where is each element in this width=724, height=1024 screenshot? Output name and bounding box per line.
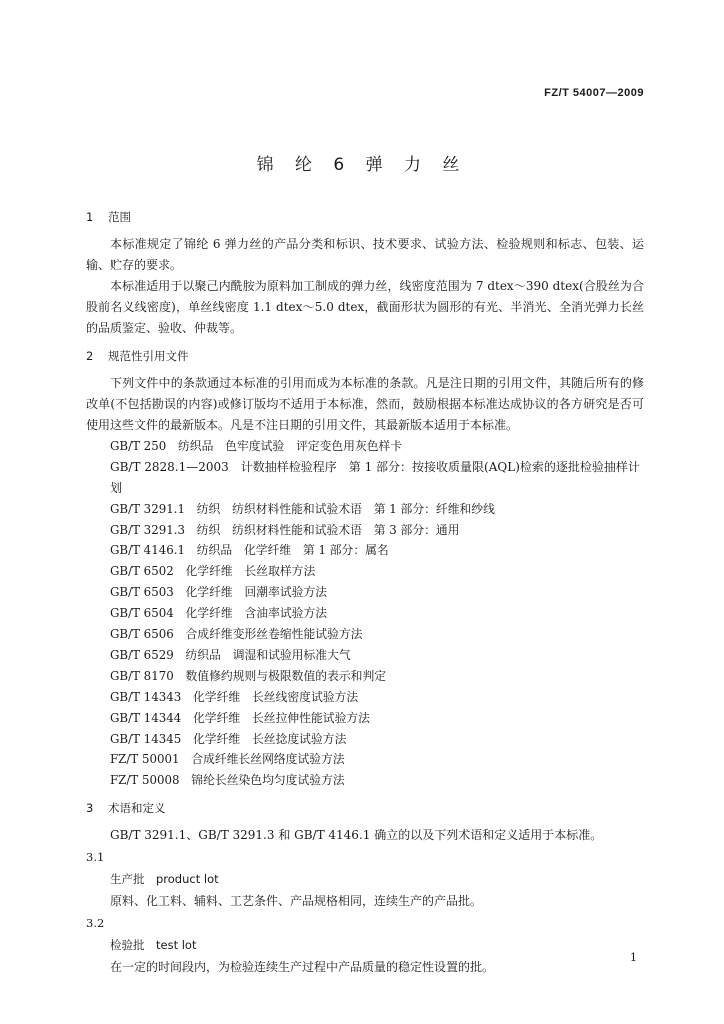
section-title: 规范性引用文件 [108,349,189,363]
reference-item: GB/T 6529 纺织品 调湿和试验用标准大气 [110,647,351,662]
term-definition: 原料、化工料、辅料、工艺条件、产品规格相同，连续生产的产品批。 [110,894,483,909]
section-number: 2 [86,349,94,363]
section-title: 范围 [108,210,131,224]
clause-number: 3.1 [86,850,105,865]
term-entry: 生产批 product lot [110,872,219,887]
section-number: 1 [86,210,94,224]
paragraph: 本标准规定了锦纶 6 弹力丝的产品分类和标识、技术要求、试验方法、检验规则和标志、包装、运输、贮存的要求。 [86,237,644,272]
document-title: 锦 纶 6 弹 力 丝 [256,155,468,175]
section-number: 3 [86,801,94,816]
term-definition: 在一定的时间段内，为检验连续生产过程中产品质量的稳定性设置的批。 [110,960,495,975]
reference-item: GB/T 8170 数值修约规则与极限数值的表示和判定 [110,668,387,683]
term-entry: 检验批 test lot [110,938,197,953]
reference-item: GB/T 6502 化学纤维 长丝取样方法 [110,564,316,579]
reference-item: FZ/T 50001 合成纤维长丝网络度试验方法 [110,752,345,767]
reference-item: GB/T 3291.1 纺织 纺织材料性能和试验术语 第 1 部分：纤维和纱线 [110,501,495,516]
reference-item: GB/T 250 纺织品 色牢度试验 评定变色用灰色样卡 [110,439,403,453]
document-body [86,206,644,978]
section-3-heading [86,797,644,819]
section-2-heading [86,345,644,367]
reference-item: GB/T 14344 化学纤维 长丝拉伸性能试验方法 [110,710,370,725]
reference-item: GB/T 6503 化学纤维 回潮率试验方法 [110,585,328,600]
page-number: 1 [630,951,637,964]
paragraph: 下列文件中的条款通过本标准的引用而成为本标准的条款。凡是注日期的引用文件，其随后所有的修改单(不包括勘误的内容)或修订版均不适用于本标准，然而，鼓励根据本标准达成协议的各方研究是否可使用这些文件的最新版本。凡是不注日期的引用文件，其最新版本适用于本标准。 [86,376,644,432]
reference-item: FZ/T 50008 锦纶长丝染色均匀度试验方法 [110,773,345,788]
reference-item: GB/T 14345 化学纤维 长丝捻度试验方法 [110,731,347,746]
reference-item: GB/T 14343 化学纤维 长丝线密度试验方法 [110,689,359,704]
reference-item: GB/T 6506 合成纤维变形丝卷缩性能试验方法 [110,627,363,642]
paragraph: 本标准适用于以聚己内酰胺为原料加工制成的弹力丝，线密度范围为 7 dtex～390 dtex(合股丝为合股前名义线密度)，单丝线密度 1.1 dtex～5.0 dtex，截面形状为圆形的有光、半消光、全消光弹力长丝的品质鉴定、验收、仲裁等。 [86,279,644,335]
reference-item: GB/T 3291.3 纺织 纺织材料性能和试验术语 第 3 部分：通用 [110,522,460,537]
paragraph: GB/T 3291.1、GB/T 3291.3 和 GB/T 4146.1 确立的以及下列术语和定义适用于本标准。 [110,828,603,843]
reference-item: GB/T 4146.1 纺织品 化学纤维 第 1 部分：属名 [110,543,389,558]
standard-code: FZ/T 54007—2009 [544,87,644,99]
section-1-heading [86,206,644,228]
reference-item [86,457,644,499]
clause-number: 3.2 [86,916,105,931]
reference-text: GB/T 2828.1—2003 计数抽样检验程序 第 1 部分：按接收质量限(AQL)检索的逐批检验抽样计划 [110,459,640,495]
reference-item: GB/T 6504 化学纤维 含油率试验方法 [110,606,328,621]
section-title: 术语和定义 [108,801,166,816]
